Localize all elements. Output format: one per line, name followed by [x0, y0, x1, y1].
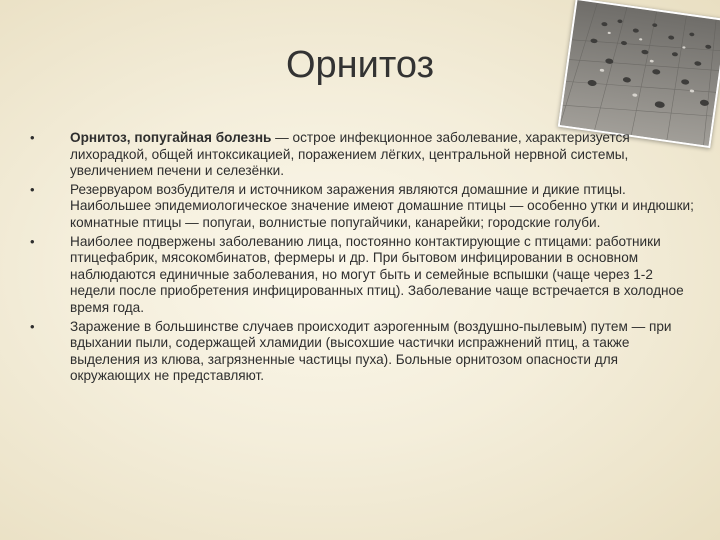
bullet-dot-icon: • [30, 181, 35, 197]
bullet-text: Наиболее подвержены заболеванию лица, постоянно контактирующие с птицами: работники птицефабрик, мясокомбинатов, фермеры и др. При бытовом инфицировании в основном наблюдаются единичные заболевания, но могут быть и семейные вспышки (чаще через 1-2 недели после приобретения инфицированных птиц). Заболевание чаще встречается в холодное время года. [70, 233, 684, 315]
bullet-item [0, 182, 700, 232]
slide-title: Орнитоз [285, 44, 434, 86]
bullet-lead-text: Орнитоз, попугайная болезнь [70, 130, 272, 145]
bullet-item [0, 130, 700, 180]
pigeons-photo [558, 0, 720, 148]
bullet-list [0, 130, 700, 387]
bullet-item [0, 234, 700, 317]
bullet-dot-icon: • [30, 318, 35, 334]
bullet-dot-icon: • [30, 233, 35, 249]
bullet-dot-icon: • [30, 130, 35, 145]
bullet-text: Заражение в большинстве случаев происходит аэрогенным (воздушно-пылевым) путем — при вдыхании пыли, содержащей хламидии (высохшие частички испражнений птиц, а также выделения из клюва, загрязненные частицы пуха). Больные орнитозом опасности для окружающих не представляют. [70, 318, 672, 384]
bullet-text: Резервуаром возбудителя и источником заражения являются домашние и дикие птицы. Наибольшее эпидемиологическое значение имеют домашние птицы — особенно утки и индюшки; комнатные птицы — попугаи, волнистые попугайчики, канарейки; городские голуби. [70, 181, 694, 230]
bullet-text: — острое инфекционное заболевание, характеризуется лихорадкой, общей интоксикацией, поражением лёгких, центральной нервной системы, увеличением печени и селезёнки. [70, 130, 630, 179]
bullet-item [0, 319, 700, 385]
